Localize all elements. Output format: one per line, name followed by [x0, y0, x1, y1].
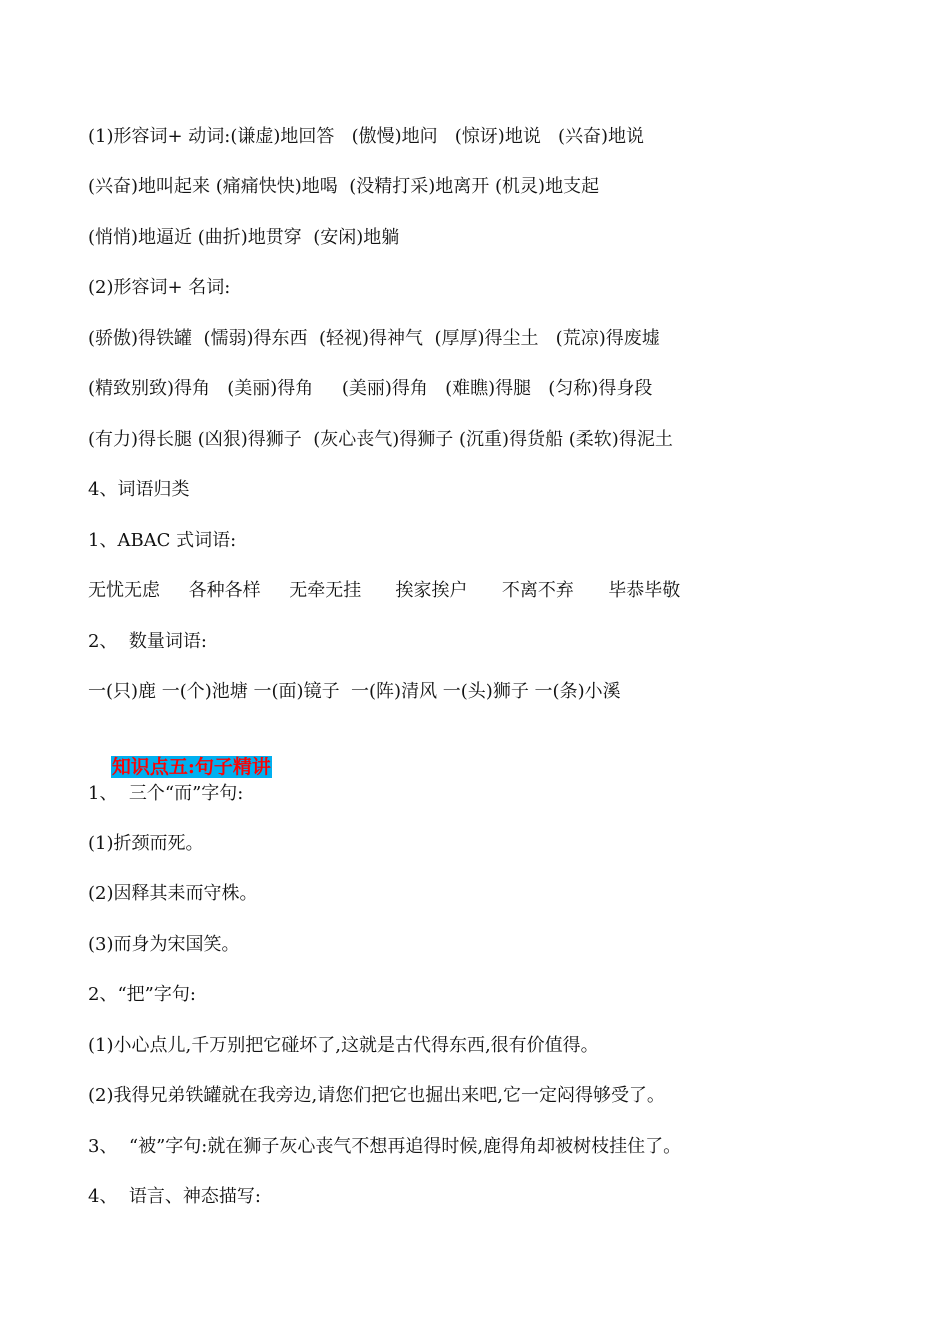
abac-words-heading: 1、ABAC 式词语: — [88, 530, 237, 551]
adjective-verb-line-2: (兴奋)地叫起来 (痛痛快快)地喝 (没精打采)地离开 (机灵)地支起 — [88, 176, 600, 197]
quantity-words-heading: 2、 数量词语: — [88, 631, 207, 652]
abac-words-list: 无忧无虑 各种各样 无牵无挂 挨家挨户 不离不弃 毕恭毕敬 — [88, 580, 681, 601]
adjective-noun-line-1: (骄傲)得铁罐 (懦弱)得东西 (轻视)得神气 (厚厚)得尘土 (荒凉)得废墟 — [88, 328, 660, 349]
ba-sentences-heading: 2、“把”字句: — [88, 984, 196, 1005]
section-title-highlight: 知识点五:句子精讲 — [111, 756, 271, 778]
adjective-verb-line-3: (悄悄)地逼近 (曲折)地贯穿 (安闲)地躺 — [88, 227, 400, 248]
ba-sentence-1: (1)小心点儿,千万别把它碰坏了,这就是古代得东西,很有价值得。 — [88, 1035, 599, 1056]
bei-sentence: 3、 “被”字句:就在狮子灰心丧气不想再追得时候,鹿得角却被树枝挂住了。 — [88, 1136, 682, 1157]
er-sentence-3: (3)而身为宋国笑。 — [88, 934, 240, 955]
er-sentence-1: (1)折颈而死。 — [88, 833, 204, 854]
adjective-noun-line-3: (有力)得长腿 (凶狠)得狮子 (灰心丧气)得狮子 (沉重)得货船 (柔软)得泥土 — [88, 429, 673, 450]
adjective-noun-heading: (2)形容词+ 名词: — [88, 277, 231, 298]
er-sentences-heading: 1、 三个“而”字句: — [88, 783, 244, 804]
adjective-verb-line-1: (1)形容词+ 动词:(谦虚)地回答 (傲慢)地问 (惊讶)地说 (兴奋)地说 — [88, 126, 645, 147]
language-description-heading: 4、 语言、神态描写: — [88, 1186, 261, 1207]
word-classification-heading: 4、词语归类 — [88, 479, 190, 500]
adjective-noun-line-2: (精致别致)得角 (美丽)得角 (美丽)得角 (难瞧)得腿 (匀称)得身段 — [88, 378, 653, 399]
er-sentence-2: (2)因释其耒而守株。 — [88, 883, 258, 904]
ba-sentence-2: (2)我得兄弟铁罐就在我旁边,请您们把它也掘出来吧,它一定闷得够受了。 — [88, 1085, 665, 1106]
quantity-words-list: 一(只)鹿 一(个)池塘 一(面)镜子 一(阵)清风 一(头)狮子 一(条)小溪 — [88, 681, 621, 702]
